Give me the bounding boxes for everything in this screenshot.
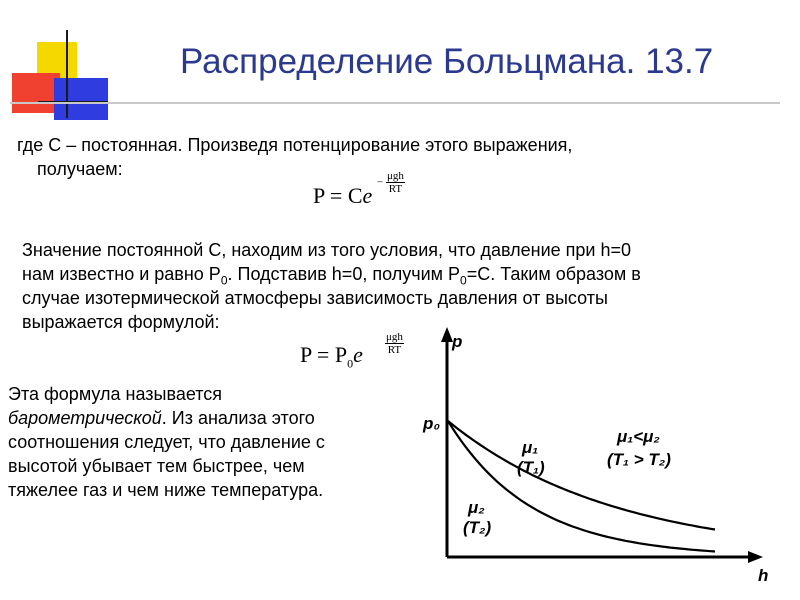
formula-1-e: e xyxy=(362,183,373,208)
formula-1-exponent xyxy=(377,170,405,195)
para3-line-1: Эта формула называется xyxy=(8,384,223,404)
curve-series-1 xyxy=(448,421,715,530)
p0-subscript-2: 0 xyxy=(460,273,467,288)
formula-2-lhs: P = P xyxy=(300,342,348,367)
formula-2-numerator: μgh xyxy=(386,331,403,343)
formula-1-sign: − xyxy=(377,176,384,189)
y-axis-label: p xyxy=(452,332,463,351)
formula-2-denominator: RT xyxy=(387,344,402,356)
formula-1-denominator: RT xyxy=(388,183,403,195)
series-2-mu-label: μ₂ xyxy=(468,498,485,517)
para3-line-5: тяжелее газ и чем ниже температура. xyxy=(8,480,324,500)
x-axis-label: h xyxy=(758,566,769,585)
para3-line-2 xyxy=(8,406,315,430)
p0-subscript: 0 xyxy=(220,273,228,288)
formula-1 xyxy=(313,183,372,209)
para3-line-4: высотой убывает тем быстрее, чем xyxy=(8,456,305,476)
para2-line-2-c: =С. Таким образом в xyxy=(466,264,641,284)
x-axis-arrow xyxy=(748,551,763,563)
para2-line-4: выражается формулой: xyxy=(22,312,220,332)
blue-square xyxy=(54,78,108,120)
para2-line-1: Значение постоянной С, находим из того условия, что давление при h=0 xyxy=(22,240,632,260)
para3-line-3: соотношения следует, что давление с xyxy=(8,432,325,452)
series-1-t-label: (T₁) xyxy=(517,458,545,477)
formula-2-e: e xyxy=(353,342,363,367)
annotation-t-comparison: (T₁ > T₂) xyxy=(607,450,671,469)
pressure-height-chart xyxy=(420,325,780,590)
formula-1-numerator: μgh xyxy=(386,170,404,182)
series-2-t-label: (T₂) xyxy=(463,518,492,537)
intro-line-1: где С – постоянная. Произведя потенцирование этого выражения, xyxy=(17,135,573,155)
para2-line-2-b: . Подставив h=0, получим P xyxy=(227,264,461,284)
intro-line-2: получаем: xyxy=(37,159,123,179)
p0-label: p₀ xyxy=(423,414,441,433)
para2-line-3: случае изотермической атмосферы зависимость давления от высоты xyxy=(22,288,608,308)
para3-line-2-rest: . Из анализа этого xyxy=(161,408,315,428)
formula-2-exponent xyxy=(385,331,404,356)
red-square xyxy=(12,73,60,113)
barometric-term: барометрической xyxy=(8,408,162,428)
page-title: Распределение Больцмана. 13.7 xyxy=(180,42,714,81)
formula-2-sub: 0 xyxy=(347,356,354,371)
title-divider xyxy=(10,102,780,104)
series-1-mu-label: μ₁ xyxy=(522,438,539,457)
formula-2 xyxy=(300,342,363,371)
para2-line-2-a: нам известно и равно P xyxy=(22,264,221,284)
vertical-line xyxy=(66,30,68,118)
formula-1-lhs: P = C xyxy=(313,183,363,208)
annotation-mu-comparison: μ₁<μ₂ xyxy=(617,427,660,446)
